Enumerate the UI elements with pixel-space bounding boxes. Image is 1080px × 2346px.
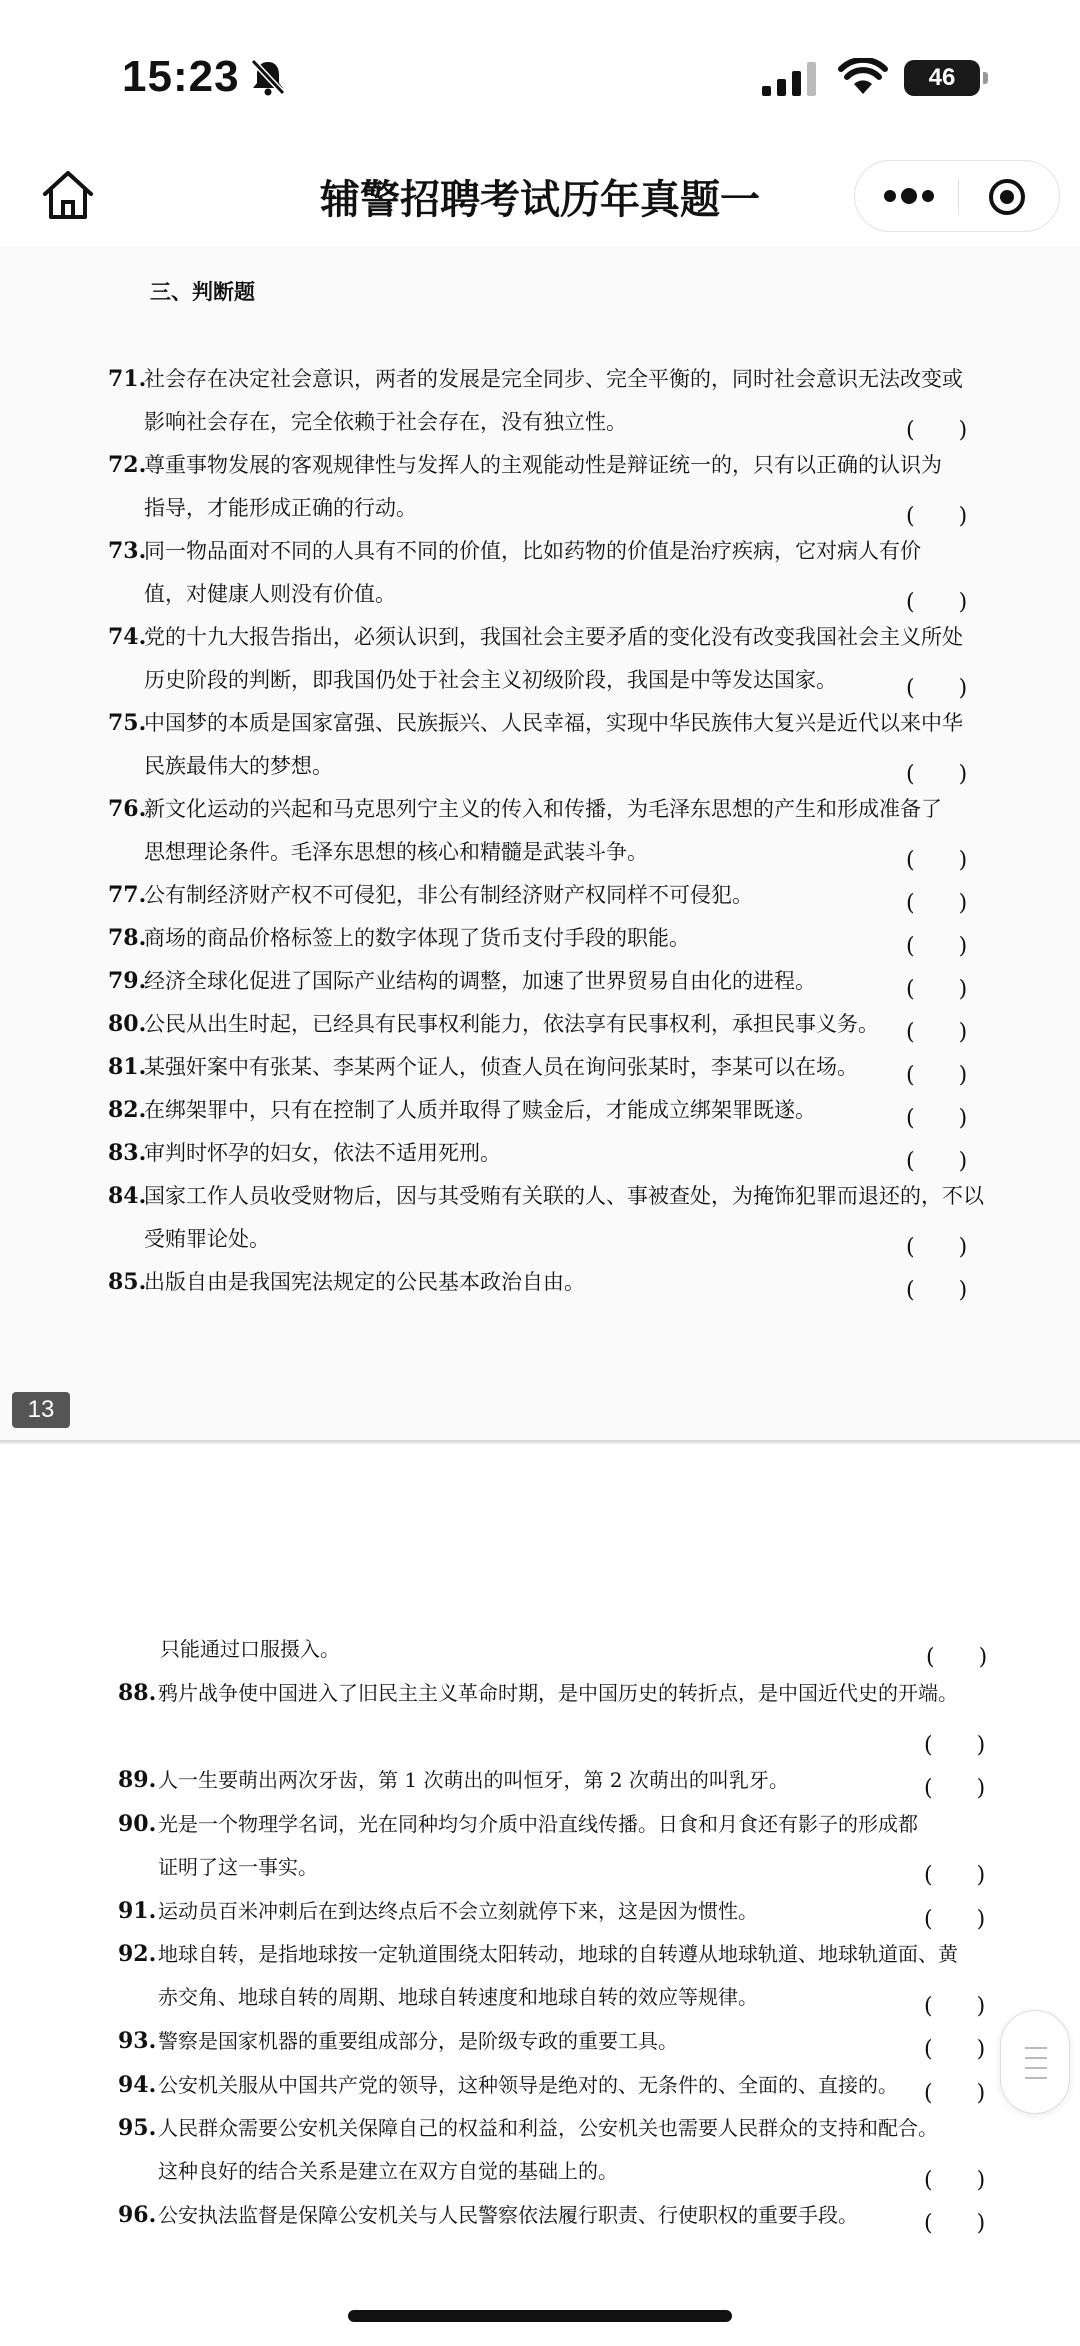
question-number: 85. xyxy=(108,1269,147,1295)
question-text: 公安执法监督是保障公安机关与人民警察依法履行职责、行使职权的重要手段。 xyxy=(158,2203,858,2227)
home-icon[interactable] xyxy=(40,168,96,222)
question-item xyxy=(108,788,1070,874)
question-item xyxy=(108,874,1070,917)
question-number: 91. xyxy=(118,1897,157,1924)
question-item xyxy=(108,702,1070,788)
question-item xyxy=(108,1089,1070,1132)
question-number: 77. xyxy=(108,882,147,908)
question-number: 73. xyxy=(108,538,147,564)
question-item xyxy=(108,1003,1070,1046)
question-number: 89. xyxy=(118,1767,157,1793)
question-text: 社会存在决定社会意识，两者的发展是完全同步、完全平衡的，同时社会意识无法改变或 xyxy=(144,367,963,391)
status-bar xyxy=(0,0,1080,150)
battery-icon: 46 xyxy=(904,60,980,96)
question-text: 出版自由是我国宪法规定的公民基本政治自由。 xyxy=(144,1270,585,1294)
question-item xyxy=(108,917,1070,960)
question-item xyxy=(118,1803,1070,1889)
answer-blank: ( ) xyxy=(906,1106,968,1131)
answer-blank: ( ) xyxy=(906,590,968,615)
question-item xyxy=(118,2107,1070,2193)
answer-blank: ( ) xyxy=(906,1235,968,1260)
question-number: 75. xyxy=(108,710,147,736)
question-text: 公有制经济财产权不可侵犯，非公有制经济财产权同样不可侵犯。 xyxy=(144,883,753,907)
answer-blank: ( ) xyxy=(906,848,968,873)
scroll-handle[interactable] xyxy=(1000,2010,1070,2114)
question-number: 96. xyxy=(118,2202,157,2228)
answer-blank: ( ) xyxy=(906,676,968,701)
answer-blank: ( ) xyxy=(924,1906,986,1932)
answer-blank: ( ) xyxy=(924,2167,986,2193)
answer-blank: ( ) xyxy=(924,1732,986,1758)
question-text: 同一物品面对不同的人具有不同的价值，比如药物的价值是治疗疾病，它对病人有价 xyxy=(144,539,921,563)
answer-blank: ( ) xyxy=(924,1863,986,1888)
question-text: 指导，才能形成正确的行动。 xyxy=(144,496,417,520)
question-text: 运动员百米冲刺后在到达终点后不会立刻就停下来，这是因为惯性。 xyxy=(158,1898,758,1923)
answer-blank: ( ) xyxy=(924,2080,986,2106)
mini-program-nav-bar xyxy=(0,150,1080,246)
document-page-2 xyxy=(0,1444,1080,2274)
question-number: 81. xyxy=(108,1054,147,1080)
question-text: 人一生要萌出两次牙齿，第 1 次萌出的叫恒牙，第 2 次萌出的叫乳牙。 xyxy=(158,1768,789,1792)
status-time: 15:23 xyxy=(122,52,240,101)
question-number: 72. xyxy=(108,452,147,478)
question-text: 值，对健康人则没有价值。 xyxy=(144,582,396,606)
question-number: 83. xyxy=(108,1140,147,1166)
answer-blank: ( ) xyxy=(924,2211,986,2236)
home-indicator[interactable] xyxy=(348,2310,732,2322)
question-text: 历史阶段的判断，即我国仍处于社会主义初级阶段，我国是中等发达国家。 xyxy=(144,668,837,692)
question-text: 证明了这一事实。 xyxy=(158,1854,318,1879)
capsule-divider xyxy=(958,179,959,215)
question-item xyxy=(108,616,1070,702)
question-text: 在绑架罪中，只有在控制了人质并取得了赎金后，才能成立绑架罪既遂。 xyxy=(144,1098,816,1122)
question-text: 党的十九大报告指出，必须认识到，我国社会主要矛盾的变化没有改变我国社会主义所处 xyxy=(144,625,963,649)
answer-blank: ( ) xyxy=(906,977,968,1002)
question-text: 鸦片战争使中国进入了旧民主主义革命时期，是中国历史的转折点，是中国近代史的开端。 xyxy=(158,1681,958,1705)
question-item xyxy=(118,1759,1070,1802)
question-text: 经济全球化促进了国际产业结构的调整，加速了世界贸易自由化的进程。 xyxy=(144,969,816,993)
signal-icon xyxy=(762,62,820,96)
question-fragment xyxy=(160,1628,1060,1671)
answer-blank: ( ) xyxy=(924,1993,986,2019)
question-text: 这种良好的结合关系是建立在双方自觉的基础上的。 xyxy=(158,2159,618,2183)
question-number: 90. xyxy=(118,1810,157,1837)
question-item xyxy=(108,1046,1070,1089)
answer-blank: ( ) xyxy=(906,1149,968,1174)
answer-blank: ( ) xyxy=(906,1278,968,1303)
question-item xyxy=(118,1672,1070,1758)
question-number: 80. xyxy=(108,1011,147,1037)
answer-blank: ( ) xyxy=(906,762,968,787)
question-text: 新文化运动的兴起和马克思列宁主义的传入和传播，为毛泽东思想的产生和形成准备了 xyxy=(144,797,942,821)
question-number: 76. xyxy=(108,796,147,822)
question-text: 受贿罪论处。 xyxy=(144,1227,270,1251)
question-text: 地球自转，是指地球按一定轨道围绕太阳转动，地球的自转遵从地球轨道、地球轨道面、黄 xyxy=(158,1942,958,1966)
section-heading: 三、判断题 xyxy=(150,279,255,304)
document-page-1 xyxy=(0,246,1080,1442)
question-item xyxy=(118,2194,1070,2237)
question-item xyxy=(108,1175,1070,1261)
question-number: 78. xyxy=(108,925,147,951)
question-item xyxy=(108,1132,1070,1175)
answer-blank: ( ) xyxy=(926,1645,988,1670)
question-text: 民族最伟大的梦想。 xyxy=(144,754,333,778)
question-number: 71. xyxy=(108,366,147,392)
answer-blank: ( ) xyxy=(906,1063,968,1088)
question-text: 光是一个物理学名词，光在同种均匀介质中沿直线传播。日食和月食还有影子的形成都 xyxy=(158,1811,918,1836)
answer-blank: ( ) xyxy=(906,418,968,443)
question-text: 警察是国家机器的重要组成部分，是阶级专政的重要工具。 xyxy=(158,2029,678,2053)
question-number: 95. xyxy=(118,2115,157,2141)
question-text: 公安机关服从中国共产党的领导，这种领导是绝对的、无条件的、全面的、直接的。 xyxy=(158,2072,898,2097)
question-item xyxy=(118,2064,1070,2107)
question-text: 影响社会存在，完全依赖于社会存在，没有独立性。 xyxy=(144,410,627,434)
question-text: 国家工作人员收受财物后，因与其受贿有关联的人、事被查处，为掩饰犯罪而退还的，不以 xyxy=(144,1184,984,1208)
answer-blank: ( ) xyxy=(906,1020,968,1045)
question-number: 88. xyxy=(118,1680,157,1706)
answer-blank: ( ) xyxy=(906,504,968,529)
question-item xyxy=(118,2020,1070,2063)
question-number: 93. xyxy=(118,2028,157,2054)
question-item xyxy=(108,960,1070,1003)
page-title: 辅警招聘考试历年真题一 xyxy=(320,177,760,223)
question-number: 82. xyxy=(108,1097,147,1123)
question-item xyxy=(118,1933,1070,2019)
question-text: 人民群众需要公安机关保障自己的权益和利益，公安机关也需要人民群众的支持和配合。 xyxy=(158,2116,938,2140)
answer-blank: ( ) xyxy=(924,1776,986,1801)
question-item xyxy=(108,358,1070,444)
question-text: 赤交角、地球自转的周期、地球自转速度和地球自转的效应等规律。 xyxy=(158,1985,758,2009)
answer-blank: ( ) xyxy=(906,934,968,959)
question-item xyxy=(108,444,1070,530)
question-number: 79. xyxy=(108,968,147,994)
question-number: 94. xyxy=(118,2071,157,2098)
question-text: 审判时怀孕的妇女，依法不适用死刑。 xyxy=(144,1141,501,1165)
answer-blank: ( ) xyxy=(906,891,968,916)
question-item xyxy=(108,1261,1070,1304)
more-icon[interactable] xyxy=(881,183,937,209)
question-text: 中国梦的本质是国家富强、民族振兴、人民幸福，实现中华民族伟大复兴是近代以来中华 xyxy=(144,711,963,735)
wifi-icon xyxy=(838,58,888,96)
answer-blank: ( ) xyxy=(924,2037,986,2062)
question-text: 某强奸案中有张某、李某两个证人，侦查人员在询问张某时，李某可以在场。 xyxy=(144,1055,858,1079)
list-icon xyxy=(1023,2043,1049,2083)
target-icon[interactable] xyxy=(987,177,1027,217)
bell-muted-icon xyxy=(250,58,286,96)
question-text: 公民从出生时起，已经具有民事权利能力，依法享有民事权利，承担民事义务。 xyxy=(144,1012,879,1036)
capsule-menu xyxy=(854,160,1060,232)
question-number: 84. xyxy=(108,1183,147,1209)
question-text: 商场的商品价格标签上的数字体现了货币支付手段的职能。 xyxy=(144,926,690,950)
question-number: 92. xyxy=(118,1941,157,1967)
question-item xyxy=(118,1890,1070,1933)
page-number-badge: 13 xyxy=(12,1392,70,1428)
question-text: 思想理论条件。毛泽东思想的核心和精髓是武装斗争。 xyxy=(144,840,648,864)
question-text: 只能通过口服摄入。 xyxy=(160,1637,340,1661)
question-item xyxy=(108,530,1070,616)
question-number: 74. xyxy=(108,624,147,650)
question-text: 尊重事物发展的客观规律性与发挥人的主观能动性是辩证统一的，只有以正确的认识为 xyxy=(144,453,942,477)
